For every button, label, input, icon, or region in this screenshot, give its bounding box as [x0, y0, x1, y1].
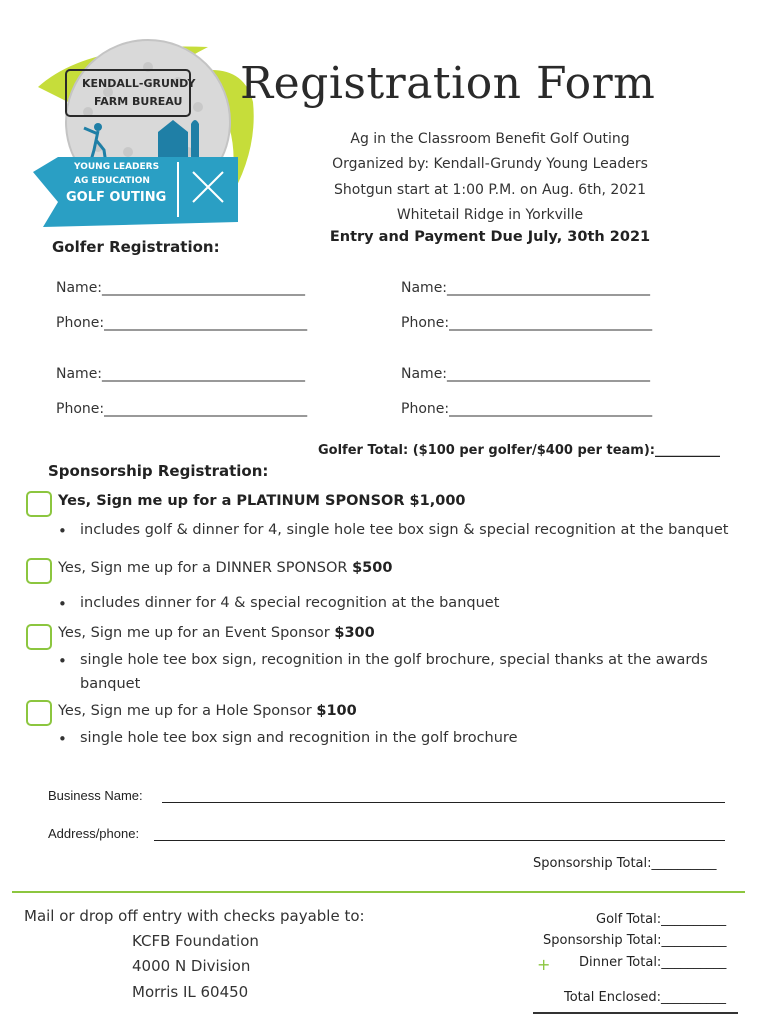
- golfer-name-field-4[interactable]: Name:_____________________________: [401, 366, 651, 382]
- logo: [28, 32, 268, 232]
- dinner-sponsor-text: Yes, Sign me up for a DINNER SPONSOR: [58, 560, 353, 576]
- address-phone-label: Address/phone:: [48, 826, 140, 841]
- sponsorship-total-field[interactable]: Sponsorship Total:__________: [533, 856, 717, 871]
- mailing-city: Morris IL 60450: [132, 983, 249, 1001]
- total-enclosed-field[interactable]: Total Enclosed:__________: [564, 990, 727, 1005]
- event-sponsor-label: [58, 625, 375, 641]
- event-sponsor-amount: $300: [334, 625, 375, 641]
- hole-sponsor-detail: • single hole tee box sign and recognition in the golf brochure: [80, 730, 518, 746]
- hole-sponsor-amount: $100: [316, 703, 357, 719]
- platinum-sponsor-label: Yes, Sign me up for a PLATINUM SPONSOR $1,000: [58, 493, 466, 509]
- dinner-sponsor-amount: $500: [352, 560, 393, 576]
- dinner-total-field[interactable]: Dinner Total:__________: [579, 955, 727, 970]
- mailing-payee: KCFB Foundation: [132, 932, 259, 950]
- golf-total-field[interactable]: Golf Total:__________: [596, 912, 727, 927]
- golfer-name-field-1[interactable]: Name:_____________________________: [56, 280, 306, 296]
- business-name-label: Business Name:: [48, 788, 143, 803]
- event-name: Ag in the Classroom Benefit Golf Outing: [350, 131, 630, 147]
- totals-sum-line: [533, 1012, 738, 1014]
- golfer-registration-heading: Golfer Registration:: [52, 238, 220, 256]
- logo-text-line3: YOUNG LEADERS: [74, 162, 160, 172]
- golfer-phone-field-2[interactable]: Phone:_____________________________: [401, 315, 653, 331]
- hole-sponsor-label: [58, 703, 357, 719]
- platinum-sponsor-detail: • includes golf & dinner for 4, single hole tee box sign & special recognition at the banquet: [80, 522, 728, 538]
- logo-text-line1: KENDALL-GRUNDY: [82, 77, 196, 90]
- golfer-name-field-2[interactable]: Name:_____________________________: [401, 280, 651, 296]
- golfer-phone-field-3[interactable]: Phone:_____________________________: [56, 401, 308, 417]
- hole-sponsor-checkbox[interactable]: [26, 700, 52, 726]
- section-divider: [12, 891, 745, 893]
- organizer-line: Organized by: Kendall-Grundy Young Leaders: [332, 156, 648, 172]
- hole-sponsor-text: Yes, Sign me up for a Hole Sponsor: [58, 703, 317, 719]
- location-line: Whitetail Ridge in Yorkville: [396, 207, 584, 223]
- mailing-instruction: Mail or drop off entry with checks payable to:: [24, 907, 365, 925]
- dinner-sponsor-label: [58, 560, 392, 576]
- logo-text-line4: AG EDUCATION: [74, 176, 150, 186]
- address-phone-line[interactable]: [154, 840, 725, 841]
- golfer-phone-field-1[interactable]: Phone:_____________________________: [56, 315, 308, 331]
- golfer-phone-field-4[interactable]: Phone:_____________________________: [401, 401, 653, 417]
- event-sponsor-text: Yes, Sign me up for an Event Sponsor: [58, 625, 335, 641]
- golfer-total-field[interactable]: Golfer Total: ($100 per golfer/$400 per team):__________: [318, 443, 720, 458]
- event-sponsor-detail-continued: banquet: [80, 676, 141, 692]
- dinner-sponsor-checkbox[interactable]: [26, 558, 52, 584]
- due-date-line: Entry and Payment Due July, 30th 2021: [329, 229, 651, 245]
- dinner-sponsor-detail: • includes dinner for 4 & special recognition at the banquet: [80, 595, 499, 611]
- logo-text-line2: FARM BUREAU: [94, 95, 183, 108]
- logo-text-line5: GOLF OUTING: [66, 190, 167, 205]
- event-sponsor-detail: • single hole tee box sign, recognition in the golf brochure, special thanks at the awards: [80, 652, 708, 668]
- shotgun-start-line: Shotgun start at 1:00 P.M. on Aug. 6th, 2021: [334, 182, 646, 198]
- sponsorship-total-summary-field[interactable]: Sponsorship Total:__________: [543, 933, 727, 948]
- business-name-line[interactable]: [162, 802, 725, 803]
- plus-sign: +: [537, 955, 551, 974]
- mailing-street: 4000 N Division: [132, 957, 251, 975]
- event-sponsor-checkbox[interactable]: [26, 624, 52, 650]
- golfer-name-field-3[interactable]: Name:_____________________________: [56, 366, 306, 382]
- platinum-sponsor-checkbox[interactable]: [26, 491, 52, 517]
- sponsorship-registration-heading: Sponsorship Registration:: [48, 462, 269, 480]
- page-title: Registration Form: [240, 58, 656, 109]
